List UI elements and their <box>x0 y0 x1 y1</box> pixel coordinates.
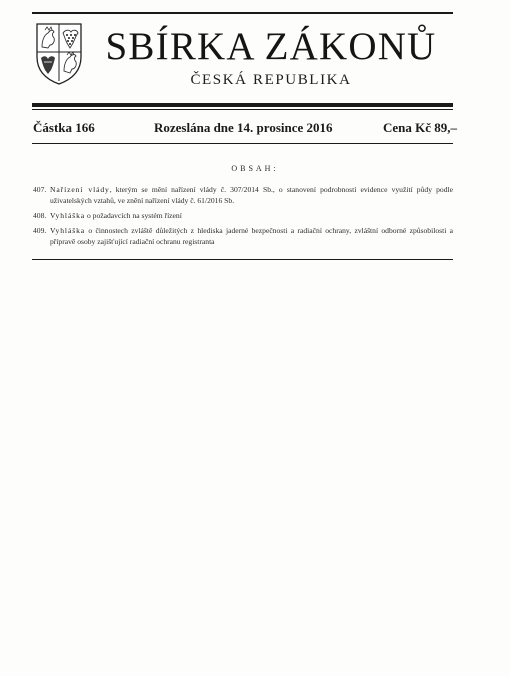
item-number: 408. <box>33 211 47 220</box>
item-type: Vyhláška <box>50 226 86 235</box>
item-text <box>50 225 453 247</box>
item-number: 409. <box>33 226 47 235</box>
issue-part: Částka 166 <box>33 120 95 135</box>
item-text <box>50 184 453 206</box>
issue-price: Cena Kč 89,– <box>383 120 458 135</box>
contents-end-rule <box>32 259 453 260</box>
item-number: 407. <box>33 185 47 194</box>
contents-item <box>33 210 453 221</box>
czech-coat-of-arms-icon <box>34 21 84 87</box>
item-description: , kterým se mění nařízení vlády č. 307/2014 Sb., o stanovení podrobností evidence využití půdy podle uživatelských vztahů, ve znění nařízení vlády č. 61/2016 Sb. <box>50 185 453 205</box>
header-rule-thin <box>32 109 453 110</box>
header-rule-thick <box>32 103 453 107</box>
item-type: Vyhláška <box>50 211 86 220</box>
top-rule <box>32 12 453 14</box>
contents-item <box>33 184 453 206</box>
contents-heading: OBSAH: <box>231 164 279 173</box>
item-description: o činnostech zvláště důležitých z hlediska jaderné bezpečnosti a radiační ochrany, zvláštní odborné způsobilosti a přípravě osoby zajišťující radiační ochranu registranta <box>50 226 453 246</box>
item-type: Nařízení vlády <box>50 185 110 194</box>
item-text <box>50 210 453 221</box>
contents-item <box>33 225 453 247</box>
distribution-date: Rozeslána dne 14. prosince 2016 <box>154 120 333 135</box>
item-description: o požadavcích na systém řízení <box>85 211 182 220</box>
meta-rule <box>32 143 453 144</box>
gazette-subtitle: ČESKÁ REPUBLIKA <box>190 72 352 88</box>
gazette-title: SBÍRKA ZÁKONŮ <box>105 25 437 68</box>
